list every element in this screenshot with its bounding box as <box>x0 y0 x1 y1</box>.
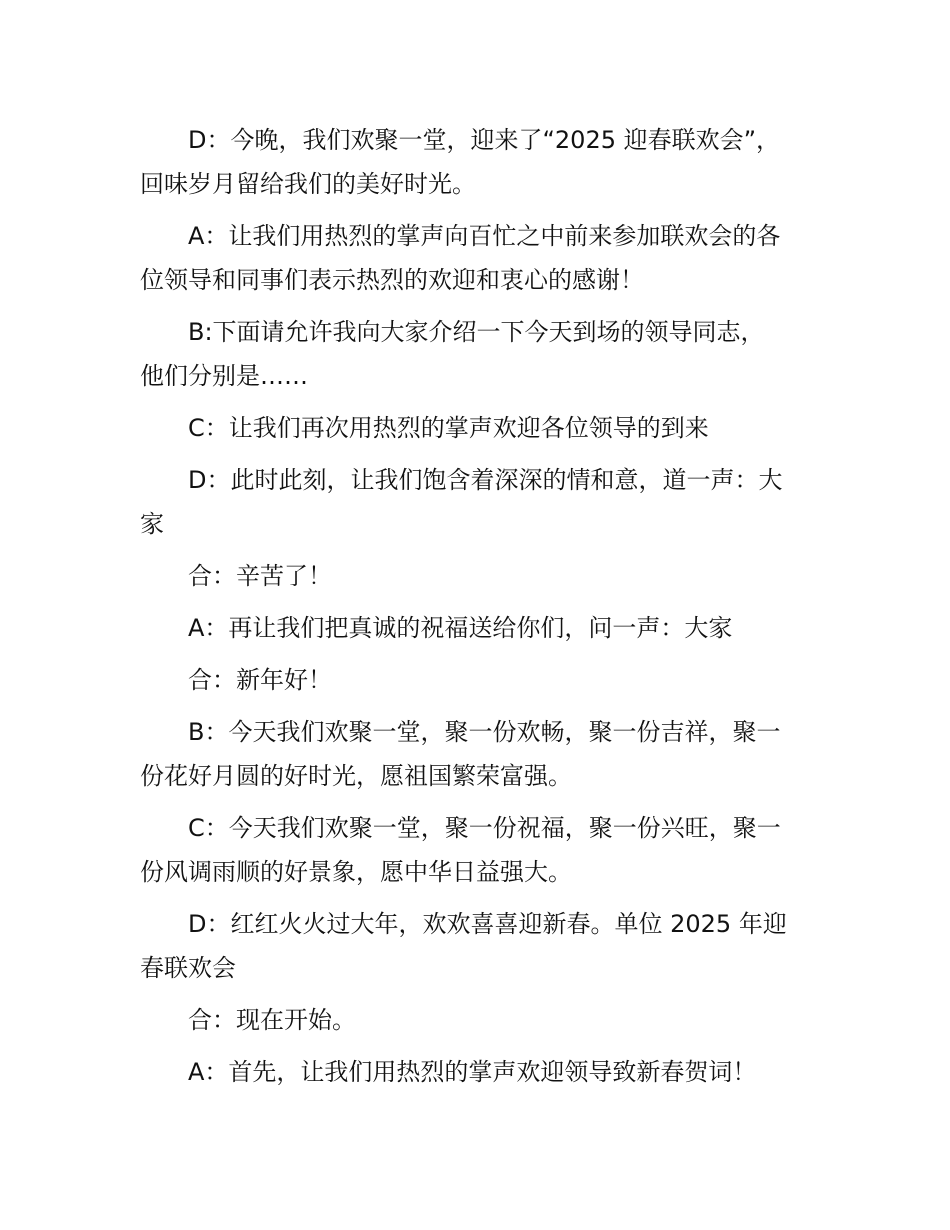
paragraph-2-line-2: 位领导和同事们表示热烈的欢迎和衷心的感谢！ <box>140 266 644 294</box>
paragraph-1-line-1: D：今晚，我们欢聚一堂，迎来了“2025 迎春联欢会”， <box>188 126 781 154</box>
paragraph-2-line-1: A：让我们用热烈的掌声向百忙之中前来参加联欢会的各 <box>188 222 781 250</box>
paragraph-5-line-1: D：此时此刻，让我们饱含着深深的情和意，道一声：大 <box>188 466 783 494</box>
paragraph-11-line-1: D：红红火火过大年，欢欢喜喜迎新春。单位 2025 年迎 <box>188 910 787 938</box>
paragraph-2 <box>140 214 820 302</box>
paragraph-6 <box>140 554 820 598</box>
paragraph-9-line-2: 份花好月圆的好时光，愿祖国繁荣富强。 <box>140 762 572 790</box>
paragraph-3-line-2: 他们分别是…… <box>140 362 308 390</box>
paragraph-12-line-1: 合：现在开始。 <box>188 1006 356 1034</box>
paragraph-1-line-2: 回味岁月留给我们的美好时光。 <box>140 170 476 198</box>
paragraph-4-line-1: C：让我们再次用热烈的掌声欢迎各位领导的到来 <box>188 414 709 442</box>
paragraph-11 <box>140 902 820 990</box>
document-body <box>140 118 820 1102</box>
paragraph-3-line-1: B:下面请允许我向大家介绍一下今天到场的领导同志， <box>188 318 765 346</box>
paragraph-5 <box>140 458 820 546</box>
paragraph-6-line-1: 合：辛苦了！ <box>188 562 332 590</box>
paragraph-9 <box>140 710 820 798</box>
paragraph-10-line-2: 份风调雨顺的好景象，愿中华日益强大。 <box>140 858 572 886</box>
paragraph-11-line-2: 春联欢会 <box>140 954 236 982</box>
paragraph-3 <box>140 310 820 398</box>
paragraph-7 <box>140 606 820 650</box>
paragraph-1 <box>140 118 820 206</box>
paragraph-9-line-1: B：今天我们欢聚一堂，聚一份欢畅，聚一份吉祥，聚一 <box>188 718 781 746</box>
paragraph-10-line-1: C：今天我们欢聚一堂，聚一份祝福，聚一份兴旺，聚一 <box>188 814 781 842</box>
paragraph-10 <box>140 806 820 894</box>
paragraph-13 <box>140 1050 820 1094</box>
paragraph-7-line-1: A：再让我们把真诚的祝福送给你们，问一声：大家 <box>188 614 733 642</box>
paragraph-8-line-1: 合：新年好！ <box>188 666 332 694</box>
paragraph-12 <box>140 998 820 1042</box>
paragraph-8 <box>140 658 820 702</box>
paragraph-13-line-1: A：首先，让我们用热烈的掌声欢迎领导致新春贺词！ <box>188 1058 757 1086</box>
paragraph-5-line-2: 家 <box>140 510 164 538</box>
paragraph-4 <box>140 406 820 450</box>
